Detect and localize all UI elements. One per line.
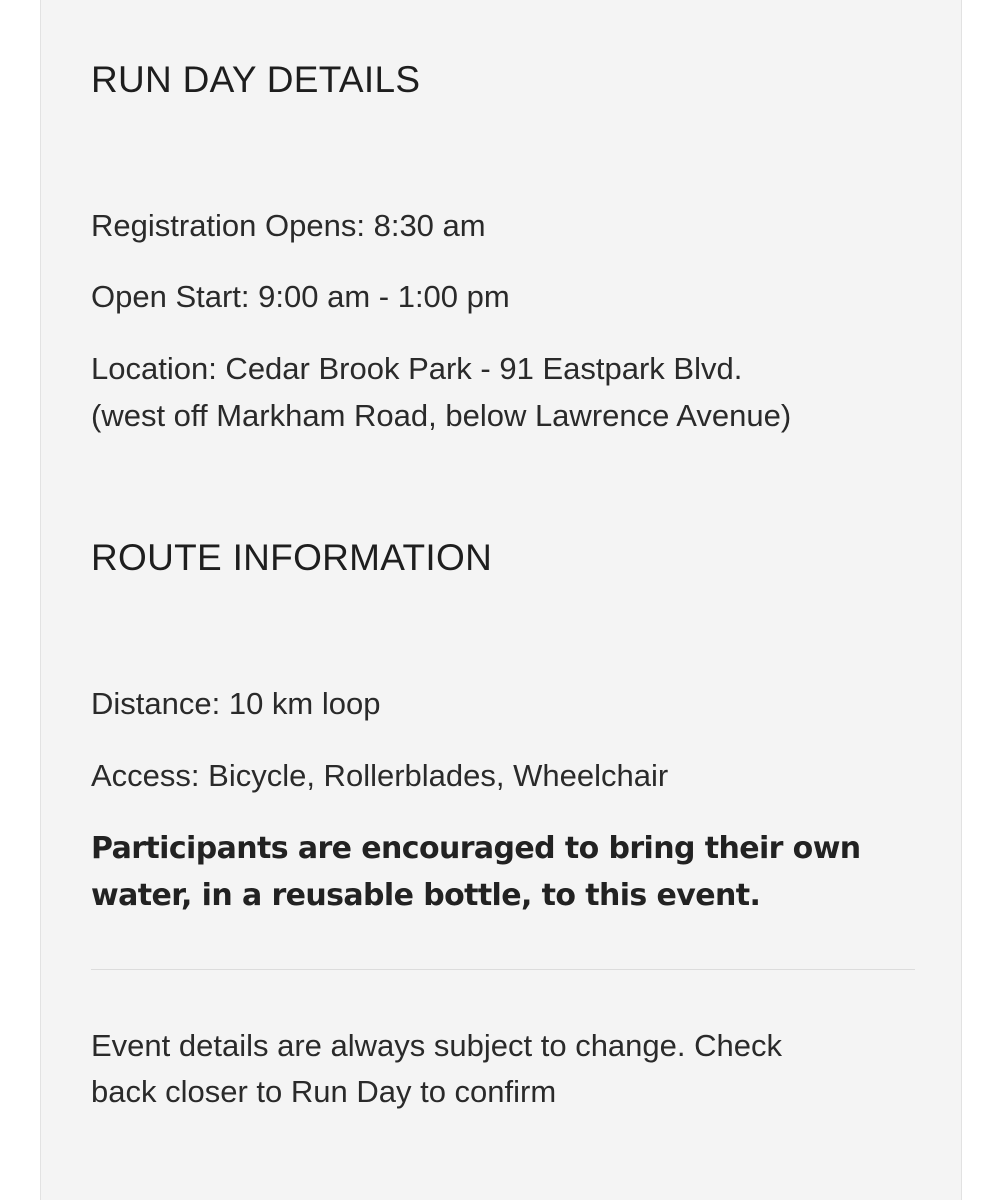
route-access: Access: Bicycle, Rollerblades, Wheelchair <box>91 758 669 793</box>
disclaimer-line-2: back closer to Run Day to confirm <box>91 1074 557 1109</box>
run-day-heading: RUN DAY DETAILS <box>91 59 421 100</box>
registration-time: Registration Opens: 8:30 am <box>91 208 486 243</box>
water-note-line-1: Participants are encouraged to bring their own <box>91 831 861 866</box>
location-line-2: (west off Markham Road, below Lawrence Avenue) <box>91 398 792 433</box>
open-start-time: Open Start: 9:00 am - 1:00 pm <box>91 279 510 314</box>
disclaimer-line-1: Event details are always subject to change. Check <box>91 1028 782 1063</box>
event-details-panel <box>40 0 962 1200</box>
location-line-1: Location: Cedar Brook Park - 91 Eastpark Blvd. <box>91 351 743 386</box>
section-divider <box>91 969 915 970</box>
route-distance: Distance: 10 km loop <box>91 686 381 721</box>
water-note-line-2: water, in a reusable bottle, to this event. <box>91 878 761 913</box>
route-information-heading: ROUTE INFORMATION <box>91 537 493 578</box>
